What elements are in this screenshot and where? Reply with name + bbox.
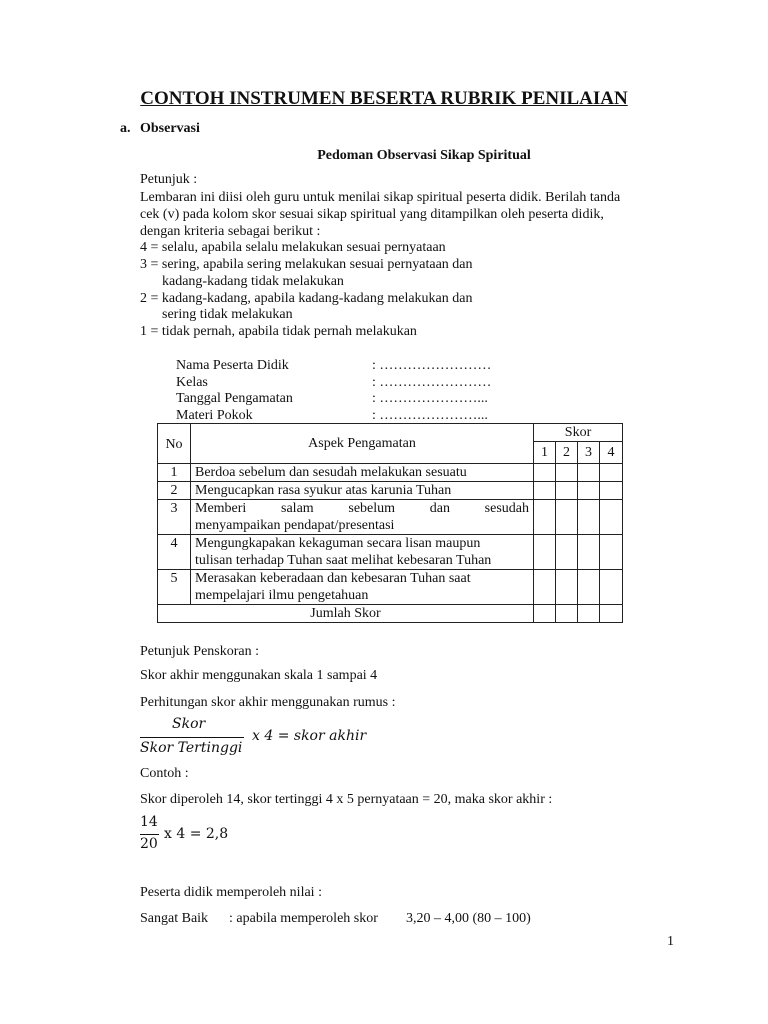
identity-label: Kelas [176,375,208,390]
observation-table [157,423,623,623]
row-aspect [191,535,534,570]
header-no: No [158,424,191,464]
criteria-4: 4 = selalu, apabila selalu melakukan sesuai pernyataan [140,240,446,255]
score-cell[interactable] [534,482,556,500]
score-cell[interactable] [600,500,623,535]
grade-range: 3,20 – 4,00 (80 – 100) [406,911,531,926]
aspect-line: Mengungkapakan kekaguman secara lisan maupun [195,536,481,551]
score-cell[interactable] [534,570,556,605]
score-cell[interactable] [578,464,600,482]
formula-rest: x 4 = skor akhir [252,728,367,744]
score-cell[interactable] [578,500,600,535]
score-cell[interactable] [578,535,600,570]
score-col-header: 2 [556,442,578,464]
total-cell[interactable] [578,605,600,623]
criteria-2: 2 = kadang-kadang, apabila kadang-kadang melakukan dan [140,291,473,306]
row-number: 3 [158,500,191,535]
table-row [158,500,623,535]
criteria-3: 3 = sering, apabila sering melakukan sesuai pernyataan dan [140,257,473,272]
formula-numerator: Skor [172,716,206,732]
header-skor: Skor [534,424,623,442]
score-cell[interactable] [578,570,600,605]
row-aspect [191,500,534,535]
total-label: Jumlah Skor [158,605,534,623]
identity-label: Materi Pokok [176,408,253,423]
contoh-label: Contoh : [140,766,189,781]
rumus-text: Perhitungan skor akhir menggunakan rumus : [140,695,396,710]
example-rest: x 4 = 2,8 [164,826,229,842]
total-cell[interactable] [556,605,578,623]
total-cell[interactable] [534,605,556,623]
identity-value[interactable]: : …………………… [372,358,492,373]
row-aspect: Berdoa sebelum dan sesudah melakukan sesuatu [191,464,534,482]
aspect-line: Merasakan keberadaan dan kebesaran Tuhan saat [195,571,471,586]
score-cell[interactable] [556,464,578,482]
example-denominator: 20 [140,836,158,852]
petunjuk-line: dengan kriteria sebagai berikut : [140,224,321,239]
page-title: CONTOH INSTRUMEN BESERTA RUBRIK PENILAIAN [140,88,628,109]
score-cell[interactable] [556,570,578,605]
nilai-label: Peserta didik memperoleh nilai : [140,885,322,900]
score-col-header: 4 [600,442,623,464]
identity-value[interactable]: : …………………... [372,391,488,406]
criteria-1: 1 = tidak pernah, apabila tidak pernah melakukan [140,324,417,339]
score-cell[interactable] [534,535,556,570]
score-cell[interactable] [556,500,578,535]
score-cell[interactable] [600,464,623,482]
table-row [158,464,623,482]
page-number: 1 [667,934,674,949]
identity-value[interactable]: : …………………… [372,375,492,390]
row-aspect [191,570,534,605]
aspect-line: mempelajari ilmu pengetahuan [195,588,369,603]
total-cell[interactable] [600,605,623,623]
row-number: 5 [158,570,191,605]
petunjuk-line: cek (v) pada kolom skor sesuai sikap spiritual yang ditampilkan oleh peserta didik, [140,207,604,222]
table-row [158,570,623,605]
grade-text: : apabila memperoleh skor [229,911,378,926]
score-cell[interactable] [534,500,556,535]
score-cell[interactable] [556,535,578,570]
score-col-header: 3 [578,442,600,464]
penskoran-label: Petunjuk Penskoran : [140,644,259,659]
formula [140,716,380,760]
section-title: Observasi [140,121,200,136]
score-cell[interactable] [534,464,556,482]
example-numerator: 14 [140,814,158,830]
identity-value[interactable]: : …………………... [372,408,488,423]
identity-label: Nama Peserta Didik [176,358,289,373]
row-number: 1 [158,464,191,482]
section-label: a. [120,121,131,136]
header-aspek: Aspek Pengamatan [191,424,534,464]
row-number: 2 [158,482,191,500]
total-row [158,605,623,623]
score-cell[interactable] [578,482,600,500]
score-cell[interactable] [600,482,623,500]
row-aspect: Mengucapkan rasa syukur atas karunia Tuhan [191,482,534,500]
score-cell[interactable] [600,570,623,605]
score-cell[interactable] [600,535,623,570]
table-row [158,482,623,500]
score-cell[interactable] [556,482,578,500]
petunjuk-label: Petunjuk : [140,172,198,187]
fraction-bar [140,834,159,835]
criteria-2-cont: sering tidak melakukan [162,307,293,322]
formula-denominator: Skor Tertinggi [140,740,243,756]
aspect-line: Memberi salam sebelum dan sesudah [195,501,529,516]
fraction-bar [140,737,244,738]
row-number: 4 [158,535,191,570]
grade-label: Sangat Baik [140,911,209,926]
subtitle: Pedoman Observasi Sikap Spiritual [317,148,531,163]
example-formula [140,814,260,858]
table-row [158,535,623,570]
skala-text: Skor akhir menggunakan skala 1 sampai 4 [140,668,378,683]
aspect-line: menyampaikan pendapat/presentasi [195,518,395,533]
petunjuk-line: Lembaran ini diisi oleh guru untuk menilai sikap spiritual peserta didik. Berilah tanda [140,190,621,205]
score-col-header: 1 [534,442,556,464]
contoh-text: Skor diperoleh 14, skor tertinggi 4 x 5 pernyataan = 20, maka skor akhir : [140,792,553,807]
criteria-3-cont: kadang-kadang tidak melakukan [162,274,344,289]
aspect-line: tulisan terhadap Tuhan saat melihat kebesaran Tuhan [195,553,492,568]
identity-label: Tanggal Pengamatan [176,391,293,406]
